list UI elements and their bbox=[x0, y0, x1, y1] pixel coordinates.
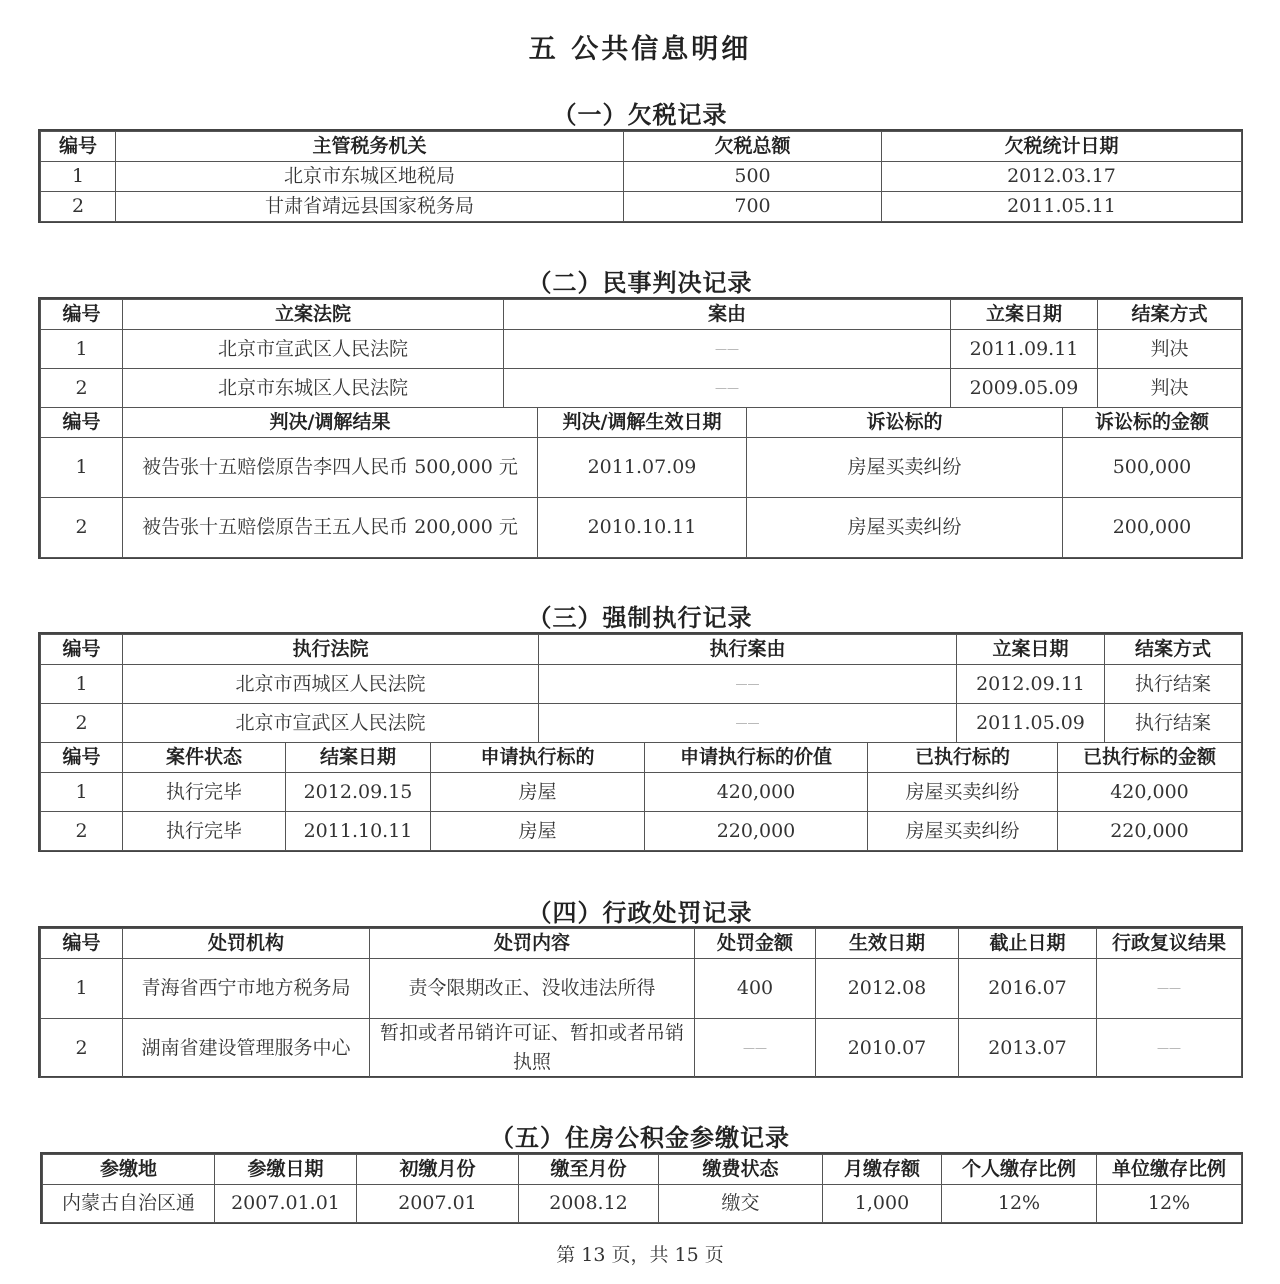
section-heading-tax: （一）欠税记录 bbox=[552, 100, 728, 129]
table-cell: 420,000 bbox=[1058, 773, 1242, 812]
header-cell: 参缴地 bbox=[43, 1155, 215, 1185]
table-cell: 执行结案 bbox=[1105, 665, 1242, 704]
table-cell: 1 bbox=[41, 959, 123, 1019]
table-cell: 房屋买卖纠纷 bbox=[747, 498, 1063, 558]
section-heading-admin: （四）行政处罚记录 bbox=[527, 898, 753, 927]
header-cell: 判决/调解结果 bbox=[123, 408, 538, 438]
header-cell: 立案日期 bbox=[957, 635, 1105, 665]
header-cell: 结案日期 bbox=[286, 743, 431, 773]
table-row bbox=[41, 438, 1242, 498]
header-cell: 案由 bbox=[504, 300, 951, 330]
table-row bbox=[43, 1185, 1242, 1223]
header-cell: 行政复议结果 bbox=[1097, 929, 1242, 959]
table-cell: 北京市宣武区人民法院 bbox=[123, 704, 539, 743]
table-cell: 青海省西宁市地方税务局 bbox=[123, 959, 370, 1019]
header-cell: 编号 bbox=[41, 408, 123, 438]
table-cell: 判决 bbox=[1098, 330, 1242, 369]
table-cell: —— bbox=[1097, 1019, 1242, 1078]
table-cell: 执行完毕 bbox=[123, 812, 286, 851]
table-row bbox=[41, 498, 1242, 558]
table-cell: 2012.09.11 bbox=[957, 665, 1105, 704]
table-header-row bbox=[43, 1155, 1242, 1185]
table-cell: 2013.07 bbox=[959, 1019, 1097, 1078]
header-cell: 单位缴存比例 bbox=[1097, 1155, 1242, 1185]
table-cell: —— bbox=[539, 665, 957, 704]
table-cell: 2 bbox=[41, 498, 123, 558]
header-cell: 已执行标的金额 bbox=[1058, 743, 1242, 773]
table-header-row bbox=[41, 408, 1242, 438]
header-cell: 已执行标的 bbox=[868, 743, 1058, 773]
header-cell: 编号 bbox=[41, 635, 123, 665]
table-cell: 暂扣或者吊销许可证、暂扣或者吊销执照 bbox=[370, 1019, 695, 1078]
table-cell: 2 bbox=[41, 1019, 123, 1078]
table-cell: 1 bbox=[41, 773, 123, 812]
table-row bbox=[41, 704, 1242, 743]
table-cell: 500,000 bbox=[1063, 438, 1242, 498]
table-row bbox=[41, 369, 1242, 408]
table-cell: 2010.07 bbox=[816, 1019, 959, 1078]
table-cell: 责令限期改正、没收违法所得 bbox=[370, 959, 695, 1019]
header-cell: 月缴存额 bbox=[823, 1155, 942, 1185]
header-cell: 编号 bbox=[41, 300, 123, 330]
table-header-row bbox=[41, 635, 1242, 665]
table-cell: 1 bbox=[41, 162, 116, 192]
table-cell: 400 bbox=[695, 959, 816, 1019]
table-cell: 2 bbox=[41, 192, 116, 222]
header-cell: 诉讼标的 bbox=[747, 408, 1063, 438]
table-row bbox=[41, 959, 1242, 1019]
table-cell: 1,000 bbox=[823, 1185, 942, 1223]
enforce-case-table bbox=[40, 634, 1242, 743]
table-cell: 房屋 bbox=[431, 812, 645, 851]
table-row bbox=[41, 812, 1242, 851]
section-heading-enforce: （三）强制执行记录 bbox=[527, 603, 753, 632]
enforce-status-table bbox=[40, 742, 1242, 851]
table-cell: 执行结案 bbox=[1105, 704, 1242, 743]
table-cell: 2011.05.11 bbox=[882, 192, 1242, 222]
table-header-row bbox=[41, 743, 1242, 773]
table-cell: 房屋买卖纠纷 bbox=[868, 812, 1058, 851]
tax-table bbox=[40, 131, 1242, 222]
table-cell: 北京市西城区人民法院 bbox=[123, 665, 539, 704]
section-heading-civil: （二）民事判决记录 bbox=[527, 268, 753, 297]
table-cell: 2016.07 bbox=[959, 959, 1097, 1019]
table-row bbox=[41, 665, 1242, 704]
header-cell: 欠税总额 bbox=[624, 132, 882, 162]
header-cell: 执行案由 bbox=[539, 635, 957, 665]
table-cell: 房屋买卖纠纷 bbox=[747, 438, 1063, 498]
table-cell: 2012.03.17 bbox=[882, 162, 1242, 192]
admin-table bbox=[40, 928, 1242, 1078]
table-cell: 北京市东城区地税局 bbox=[116, 162, 624, 192]
header-cell: 结案方式 bbox=[1098, 300, 1242, 330]
civil-judgment-table bbox=[40, 407, 1242, 558]
header-cell: 缴费状态 bbox=[659, 1155, 823, 1185]
table-cell: 缴交 bbox=[659, 1185, 823, 1223]
table-cell: 甘肃省靖远县国家税务局 bbox=[116, 192, 624, 222]
table-cell: 2007.01 bbox=[357, 1185, 519, 1223]
header-cell: 立案法院 bbox=[123, 300, 504, 330]
table-cell: 1 bbox=[41, 665, 123, 704]
header-cell: 执行法院 bbox=[123, 635, 539, 665]
header-cell: 欠税统计日期 bbox=[882, 132, 1242, 162]
table-cell: 房屋买卖纠纷 bbox=[868, 773, 1058, 812]
table-cell: 2011.07.09 bbox=[538, 438, 747, 498]
header-cell: 申请执行标的价值 bbox=[645, 743, 868, 773]
table-cell: 2008.12 bbox=[519, 1185, 659, 1223]
table-cell: 房屋 bbox=[431, 773, 645, 812]
section-heading-fund: （五）住房公积金参缴记录 bbox=[490, 1123, 790, 1152]
header-cell: 主管税务机关 bbox=[116, 132, 624, 162]
table-row bbox=[41, 773, 1242, 812]
header-cell: 缴至月份 bbox=[519, 1155, 659, 1185]
table-cell: —— bbox=[504, 369, 951, 408]
table-cell: 2009.05.09 bbox=[951, 369, 1098, 408]
table-header-row bbox=[41, 132, 1242, 162]
header-cell: 处罚金额 bbox=[695, 929, 816, 959]
table-cell: 220,000 bbox=[1058, 812, 1242, 851]
table-cell: 2011.10.11 bbox=[286, 812, 431, 851]
table-cell: —— bbox=[695, 1019, 816, 1078]
table-cell: 湖南省建设管理服务中心 bbox=[123, 1019, 370, 1078]
header-cell: 编号 bbox=[41, 743, 123, 773]
table-cell: 被告张十五赔偿原告王五人民币 200,000 元 bbox=[123, 498, 538, 558]
table-cell: 2 bbox=[41, 812, 123, 851]
table-cell: —— bbox=[539, 704, 957, 743]
header-cell: 结案方式 bbox=[1105, 635, 1242, 665]
table-cell: —— bbox=[504, 330, 951, 369]
table-cell: 420,000 bbox=[645, 773, 868, 812]
header-cell: 申请执行标的 bbox=[431, 743, 645, 773]
table-cell: 2007.01.01 bbox=[215, 1185, 357, 1223]
header-cell: 个人缴存比例 bbox=[942, 1155, 1097, 1185]
table-cell: 2011.09.11 bbox=[951, 330, 1098, 369]
table-cell: 2012.08 bbox=[816, 959, 959, 1019]
header-cell: 编号 bbox=[41, 929, 123, 959]
header-cell: 截止日期 bbox=[959, 929, 1097, 959]
table-header-row bbox=[41, 929, 1242, 959]
table-cell: 北京市宣武区人民法院 bbox=[123, 330, 504, 369]
table-cell: 2 bbox=[41, 704, 123, 743]
table-header-row bbox=[41, 300, 1242, 330]
table-cell: 被告张十五赔偿原告李四人民币 500,000 元 bbox=[123, 438, 538, 498]
table-cell: 1 bbox=[41, 438, 123, 498]
table-cell: —— bbox=[1097, 959, 1242, 1019]
header-cell: 处罚内容 bbox=[370, 929, 695, 959]
table-row bbox=[41, 330, 1242, 369]
header-cell: 生效日期 bbox=[816, 929, 959, 959]
table-cell: 500 bbox=[624, 162, 882, 192]
table-cell: 2011.05.09 bbox=[957, 704, 1105, 743]
table-cell: 1 bbox=[41, 330, 123, 369]
header-cell: 参缴日期 bbox=[215, 1155, 357, 1185]
table-cell: 12% bbox=[942, 1185, 1097, 1223]
header-cell: 案件状态 bbox=[123, 743, 286, 773]
table-cell: 2012.09.15 bbox=[286, 773, 431, 812]
table-cell: 执行完毕 bbox=[123, 773, 286, 812]
header-cell: 处罚机构 bbox=[123, 929, 370, 959]
table-cell: 700 bbox=[624, 192, 882, 222]
table-cell: 2 bbox=[41, 369, 123, 408]
table-cell: 2010.10.11 bbox=[538, 498, 747, 558]
header-cell: 判决/调解生效日期 bbox=[538, 408, 747, 438]
table-cell: 200,000 bbox=[1063, 498, 1242, 558]
table-row bbox=[41, 1019, 1242, 1078]
header-cell: 编号 bbox=[41, 132, 116, 162]
header-cell: 初缴月份 bbox=[357, 1155, 519, 1185]
fund-table bbox=[42, 1154, 1242, 1223]
header-cell: 立案日期 bbox=[951, 300, 1098, 330]
table-cell: 12% bbox=[1097, 1185, 1242, 1223]
table-cell: 判决 bbox=[1098, 369, 1242, 408]
civil-case-table bbox=[40, 299, 1242, 408]
header-cell: 诉讼标的金额 bbox=[1063, 408, 1242, 438]
table-row bbox=[41, 162, 1242, 192]
table-row bbox=[41, 192, 1242, 222]
table-cell: 220,000 bbox=[645, 812, 868, 851]
table-cell: 北京市东城区人民法院 bbox=[123, 369, 504, 408]
page-title: 五 公共信息明细 bbox=[528, 34, 752, 65]
table-cell: 内蒙古自治区通 bbox=[43, 1185, 215, 1223]
page-number: 第 13 页，共 15 页 bbox=[556, 1244, 724, 1266]
